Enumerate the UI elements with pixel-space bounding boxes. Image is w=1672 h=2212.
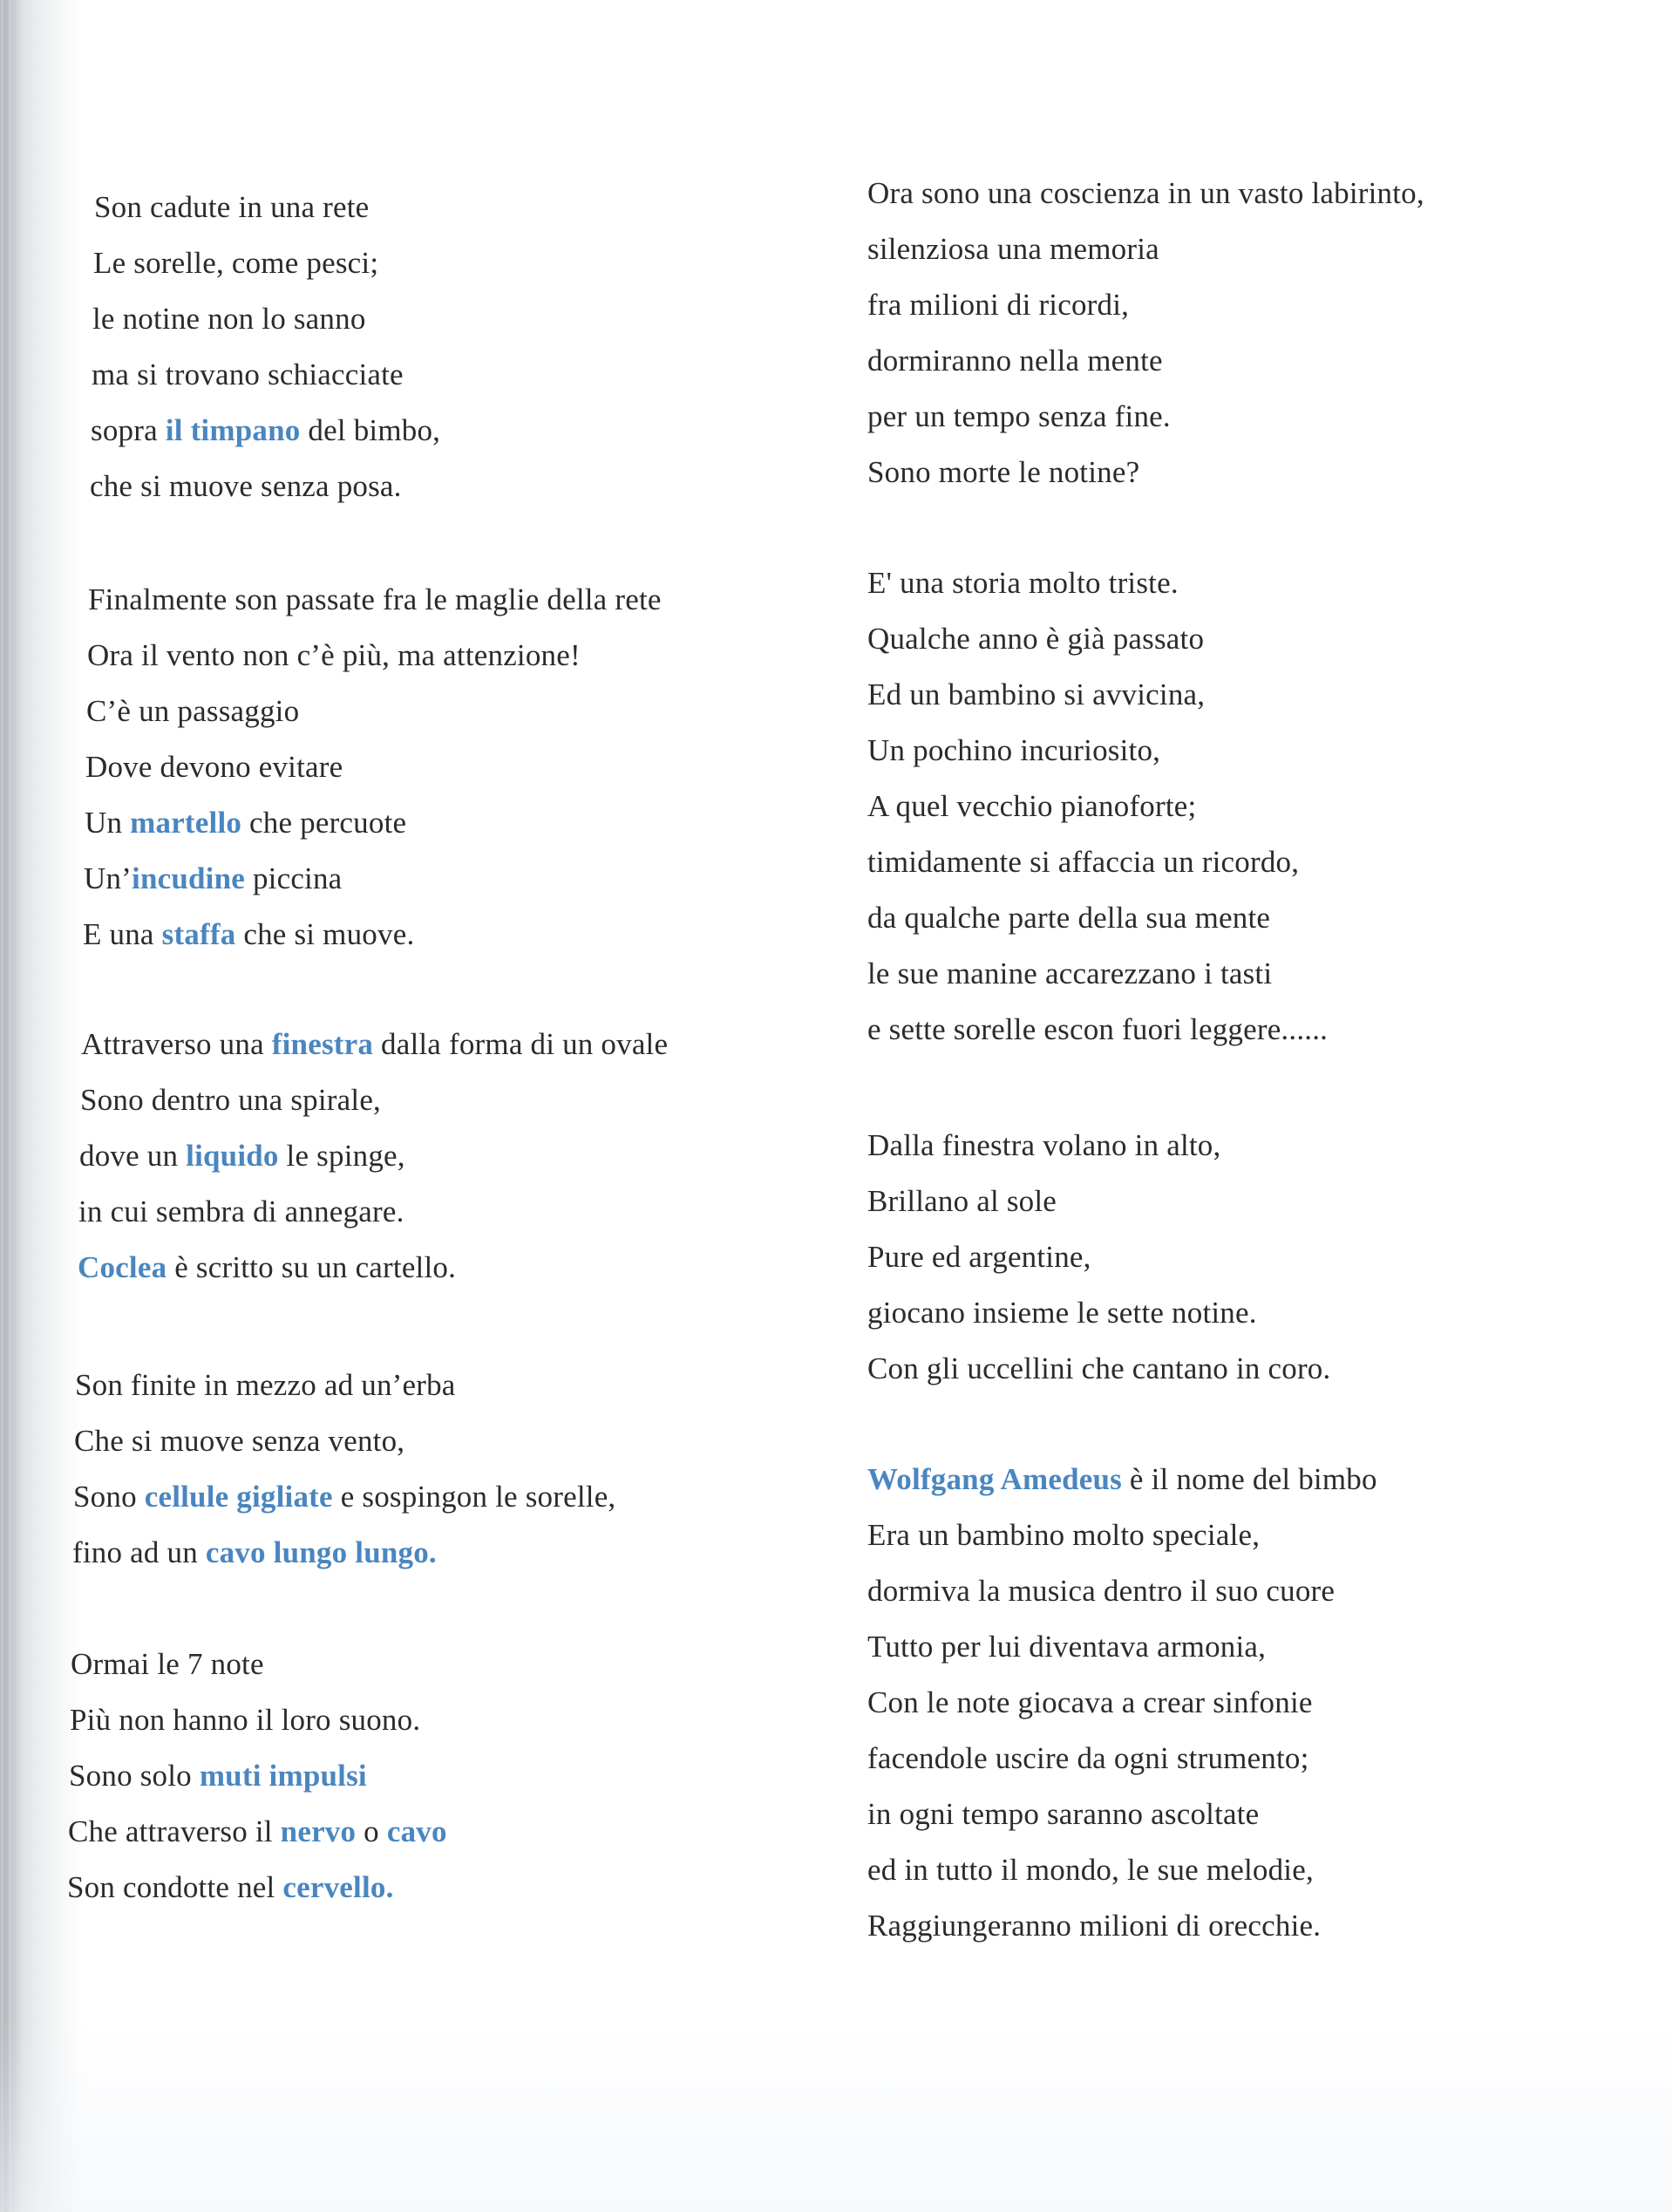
highlighted-term: cavo: [386, 1814, 447, 1848]
line-text: Dove devono evitare: [85, 750, 343, 784]
line-text: piccina: [245, 861, 343, 895]
poem-line: [79, 1137, 405, 1175]
poem-line: [867, 620, 1204, 658]
line-text: A quel vecchio pianoforte;: [867, 789, 1197, 823]
poem-line: [68, 1813, 447, 1851]
line-text: fino ad un: [72, 1535, 206, 1569]
line-text: Son cadute in una rete: [94, 190, 370, 224]
poem-line: [74, 1422, 404, 1460]
poem-line: [87, 636, 581, 675]
line-text: Ormai le 7 note: [71, 1647, 264, 1681]
poem-line: [86, 692, 299, 731]
line-text: Che attraverso il: [68, 1814, 281, 1848]
highlighted-term: cervello.: [282, 1870, 394, 1904]
line-text: Era un bambino molto speciale,: [867, 1518, 1261, 1552]
highlighted-term: Coclea: [78, 1250, 167, 1284]
line-text: Son finite in mezzo ad un’erba: [75, 1368, 456, 1402]
line-text: Le sorelle, come pesci;: [93, 246, 379, 280]
line-text: facendole uscire da ogni strumento;: [867, 1741, 1309, 1775]
page-bottom-shade: [0, 2020, 1672, 2212]
line-text: Finalmente son passate fra le maglie della rete: [88, 582, 662, 616]
line-text: dormiva la musica dentro il suo cuore: [867, 1574, 1336, 1608]
line-text: in cui sembra di annegare.: [78, 1194, 404, 1229]
line-text: è il nome del bimbo: [1121, 1462, 1377, 1496]
poem-line: [94, 188, 369, 227]
poem-line: [78, 1249, 456, 1287]
line-text: le spinge,: [278, 1139, 405, 1173]
line-text: è scritto su un cartello.: [167, 1250, 457, 1284]
poem-line: [67, 1868, 394, 1907]
poem-line: [867, 286, 1129, 324]
poem-line: [867, 342, 1163, 380]
poem-line: [80, 1081, 381, 1120]
line-text: Brillano al sole: [867, 1184, 1057, 1218]
line-text: Dalla finestra volano in alto,: [867, 1128, 1221, 1162]
poem-line: [867, 1126, 1220, 1165]
line-text: Che si muove senza vento,: [74, 1424, 405, 1458]
line-text: giocano insieme le sette notine.: [867, 1296, 1257, 1330]
line-text: E' una storia molto triste.: [867, 566, 1179, 600]
highlighted-term: muti impulsi: [199, 1759, 367, 1793]
poem-line: [867, 398, 1171, 436]
highlighted-term: martello: [130, 806, 242, 840]
line-text: ed in tutto il mondo, le sue melodie,: [867, 1853, 1314, 1887]
line-text: Raggiungeranno milioni di orecchie.: [867, 1909, 1322, 1943]
line-text: Un: [85, 806, 131, 840]
line-text: fra milioni di ricordi,: [867, 288, 1130, 322]
line-text: Ora il vento non c’è più, ma attenzione!: [87, 638, 581, 672]
poem-line: [867, 1460, 1377, 1499]
line-text: in ogni tempo saranno ascoltate: [867, 1797, 1260, 1831]
poem-line: [93, 244, 378, 282]
line-text: silenziosa una memoria: [867, 232, 1159, 266]
line-text: Con le note giocava a crear sinfonie: [867, 1685, 1313, 1719]
poem-line: [867, 1851, 1314, 1889]
poem-line: [867, 1907, 1321, 1945]
poem-line: [867, 230, 1159, 269]
highlighted-term: cellule gigliate: [144, 1480, 333, 1514]
poem-line: [92, 356, 404, 394]
highlighted-term: nervo: [280, 1814, 357, 1848]
poem-line: [867, 1182, 1057, 1221]
poem-line: [84, 860, 342, 898]
line-text: Sono dentro una spirale,: [80, 1083, 382, 1117]
line-text: Un’: [84, 861, 133, 895]
line-text: Pure ed argentine,: [867, 1240, 1091, 1274]
line-text: Ora sono una coscienza in un vasto labirinto,: [867, 176, 1424, 210]
line-text: C’è un passaggio: [86, 694, 300, 728]
highlighted-term: cavo lungo lungo.: [205, 1535, 437, 1569]
highlighted-term: Wolfgang Amedeus: [867, 1462, 1122, 1496]
poem-line: [75, 1366, 456, 1405]
line-text: le sue manine accarezzano i tasti: [867, 956, 1273, 990]
line-text: le notine non lo sanno: [92, 302, 366, 336]
poem-line: [867, 174, 1424, 213]
poem-line: [81, 1025, 668, 1064]
poem-line: [867, 1350, 1330, 1388]
poem-line: [867, 1795, 1259, 1834]
poem-line: [867, 453, 1139, 492]
line-text: Attraverso una: [81, 1027, 272, 1061]
poem-line: [867, 899, 1270, 937]
poem-line: [867, 1739, 1309, 1778]
line-text: del bimbo,: [300, 413, 441, 447]
line-text: Sono solo: [69, 1759, 200, 1793]
poem-line: [867, 1684, 1313, 1722]
line-text: che si muove.: [235, 917, 415, 951]
line-text: Con gli uccellini che cantano in coro.: [867, 1351, 1331, 1385]
highlighted-term: il timpano: [165, 413, 301, 447]
line-text: o: [356, 1814, 387, 1848]
poem-line: [867, 843, 1299, 881]
line-text: Sono morte le notine?: [867, 455, 1140, 489]
poem-line: [73, 1478, 615, 1516]
line-text: Più non hanno il loro suono.: [70, 1703, 421, 1737]
line-text: Tutto per lui diventava armonia,: [867, 1630, 1267, 1664]
poem-line: [867, 787, 1196, 826]
highlighted-term: finestra: [271, 1027, 374, 1061]
line-text: per un tempo senza fine.: [867, 399, 1171, 433]
poem-line: [867, 564, 1179, 602]
page-spine-line: [3, 0, 9, 2212]
poem-line: [867, 1011, 1328, 1049]
poem-line: [85, 804, 406, 842]
line-text: che percuote: [241, 806, 407, 840]
poem-line: [867, 676, 1205, 714]
line-text: che si muove senza posa.: [90, 469, 402, 503]
line-text: e sette sorelle escon fuori leggere......: [867, 1012, 1329, 1046]
poem-line: [867, 1294, 1257, 1332]
poem-line: [85, 748, 343, 786]
poem-line: [90, 467, 402, 506]
poem-line: [867, 1628, 1266, 1666]
line-text: Ed un bambino si avvicina,: [867, 677, 1206, 711]
poem-line: [71, 1645, 264, 1684]
poem-line: [88, 581, 662, 619]
line-text: da qualche parte della sua mente: [867, 901, 1271, 935]
line-text: timidamente si affaccia un ricordo,: [867, 845, 1300, 879]
line-text: e sospingon le sorelle,: [332, 1480, 616, 1514]
line-text: dalla forma di un ovale: [373, 1027, 669, 1061]
poem-line: [78, 1193, 404, 1231]
poem-line: [92, 300, 366, 338]
highlighted-term: incudine: [132, 861, 246, 895]
line-text: Sono: [73, 1480, 145, 1514]
poem-line: [867, 1238, 1091, 1276]
poem-line: [72, 1534, 437, 1572]
poem-line: [867, 1516, 1260, 1555]
highlighted-term: staffa: [161, 917, 236, 951]
line-text: dove un: [79, 1139, 187, 1173]
line-text: sopra: [91, 413, 166, 447]
line-text: Qualche anno è già passato: [867, 622, 1205, 656]
poem-line: [91, 412, 440, 450]
poem-line: [867, 732, 1160, 770]
poem-line: [83, 915, 414, 954]
line-text: dormiranno nella mente: [867, 344, 1163, 378]
line-text: E una: [83, 917, 162, 951]
poem-line: [867, 1572, 1335, 1610]
poem-line: [69, 1757, 367, 1795]
line-text: Un pochino incuriosito,: [867, 733, 1161, 767]
poem-line: [70, 1701, 420, 1739]
highlighted-term: liquido: [186, 1139, 279, 1173]
poem-line: [867, 955, 1272, 993]
line-text: ma si trovano schiacciate: [92, 357, 404, 391]
line-text: Son condotte nel: [67, 1870, 283, 1904]
